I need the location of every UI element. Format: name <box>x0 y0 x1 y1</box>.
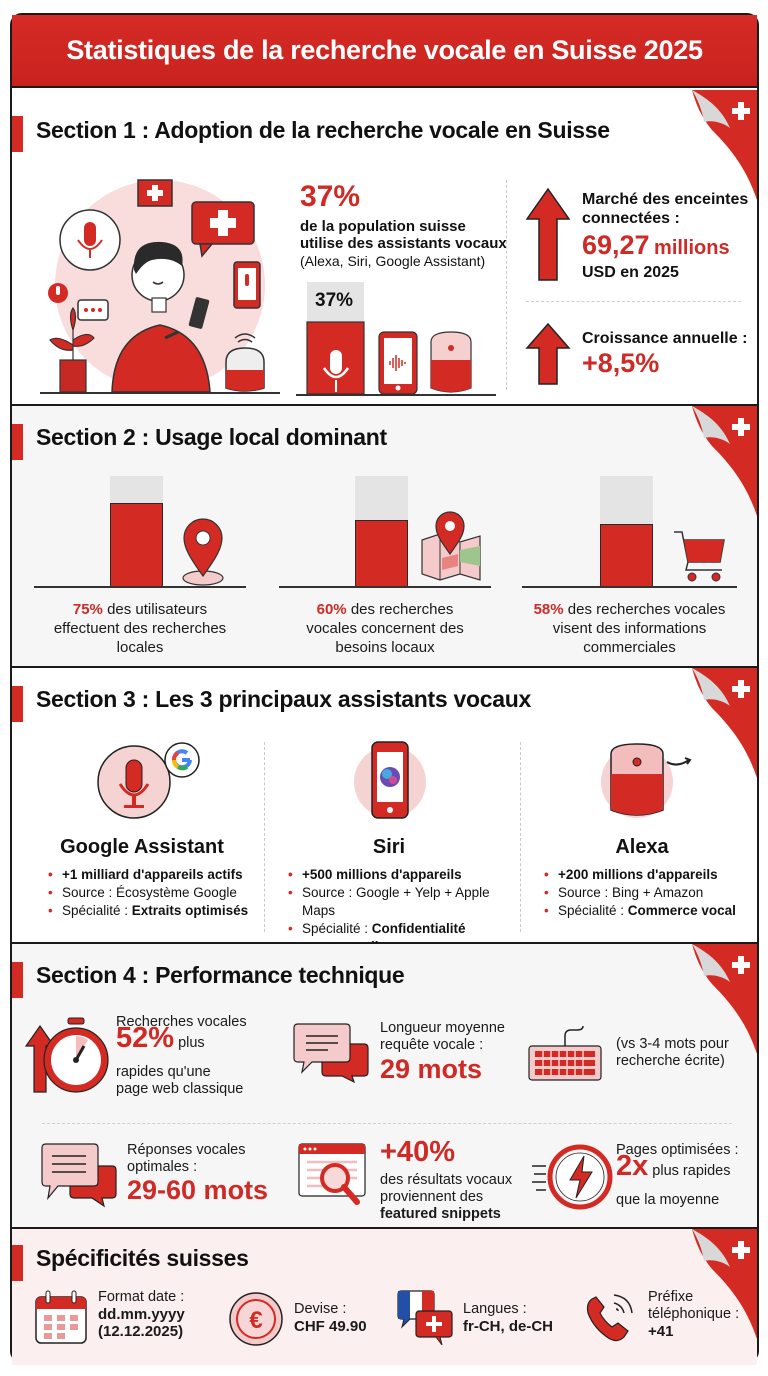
language-flags-icon <box>396 1289 454 1345</box>
phone-prefix: +41 <box>648 1323 674 1340</box>
snippets-line2: proviennent des <box>380 1189 484 1205</box>
growth-label: Croissance annuelle : <box>582 330 748 347</box>
map-icon <box>420 510 482 582</box>
baseline <box>34 586 246 588</box>
stat-text: des recherches vocales <box>567 601 726 618</box>
stat-text: besoins locaux <box>335 639 435 656</box>
calendar-icon <box>34 1289 88 1345</box>
growth-value: +8,5% <box>582 348 660 378</box>
swiss-corner-fold-icon <box>682 406 757 516</box>
stopwatch-arrow-icon <box>26 1014 110 1094</box>
stat-text: des recherches <box>350 601 454 618</box>
pages-value: 2x <box>616 1150 649 1182</box>
section-title: Section 2 : Usage local dominant <box>36 424 387 450</box>
fast-lightning-clock-icon <box>532 1144 612 1210</box>
section-marker <box>12 962 23 998</box>
optimal-value: 29-60 mots <box>127 1175 269 1205</box>
shopping-cart-icon <box>672 528 728 583</box>
stat-value: 58% <box>533 601 564 618</box>
languages-label: Langues : <box>463 1301 527 1317</box>
swiss-corner-fold-icon <box>682 90 757 200</box>
market-label1: Marché des enceintes <box>582 191 749 208</box>
location-pin-icon <box>180 518 226 586</box>
section-title: Section 1 : Adoption de la recherche vocale en Suisse <box>36 117 610 143</box>
assistant-name: Alexa <box>615 836 669 858</box>
assistant-name: Siri <box>372 836 406 858</box>
market-sub: USD en 2025 <box>582 264 679 281</box>
stat-text: effectuent des recherches <box>53 620 227 637</box>
currency-coin-icon <box>228 1291 284 1347</box>
pages-value-line <box>616 1150 731 1182</box>
speed-value-line <box>116 1022 205 1054</box>
stat-value: 60% <box>316 601 347 618</box>
market-value <box>582 230 730 261</box>
stat-text: visent des informations <box>552 620 707 637</box>
detail-specialty <box>48 902 263 920</box>
market-label2: connectées : <box>582 210 680 227</box>
devices-illustration <box>296 320 496 396</box>
snippets-value: +40% <box>380 1136 455 1168</box>
adoption-line1: de la population suisse <box>300 218 466 235</box>
keyboard-icon <box>527 1024 603 1084</box>
stat-caption <box>279 600 491 657</box>
section-marker <box>12 116 23 152</box>
stat-caption <box>34 600 246 657</box>
date-label: Format date : <box>98 1289 185 1305</box>
speed-suffix: plus <box>178 1035 205 1051</box>
divider <box>526 301 741 302</box>
section-swiss-specifics <box>12 1229 757 1365</box>
snippets-line1: des résultats vocaux <box>380 1172 513 1188</box>
arrow-up-icon <box>525 187 571 282</box>
divider <box>264 742 265 932</box>
section-local-usage <box>12 406 757 668</box>
phone-label2: téléphonique : <box>648 1306 740 1322</box>
bar-58 <box>600 524 653 587</box>
languages-value: fr-CH, de-CH <box>463 1318 553 1335</box>
speed-value: 52% <box>116 1022 175 1054</box>
pages-suffix: plus rapides <box>652 1163 731 1179</box>
assistant-name: Google Assistant <box>60 836 224 858</box>
siri-phone-icon <box>350 740 430 820</box>
specialty-value: Confidentialité <box>371 921 466 936</box>
adoption-line3: (Alexa, Siri, Google Assistant) <box>300 253 486 269</box>
alexa-speaker-icon <box>597 740 697 820</box>
stat-text: vocales concernent des <box>306 620 464 637</box>
detail-source: • Source : Google + Yelp + Apple Maps <box>288 884 523 920</box>
detail-devices: • +1 milliard d'appareils actifs <box>48 866 263 884</box>
speed-label: Recherches vocales <box>116 1014 247 1030</box>
section-title: Spécificités suisses <box>36 1245 249 1271</box>
stat-text: des utilisateurs <box>107 601 208 618</box>
section-assistants <box>12 668 757 944</box>
market-value-number: 69,27 <box>582 230 650 260</box>
assistant-details <box>544 866 754 920</box>
pages-label: Pages optimisées : <box>616 1142 739 1158</box>
length-label1: Longueur moyenne <box>380 1020 505 1036</box>
adoption-bar-label: 37% <box>315 290 354 311</box>
baseline <box>279 586 491 588</box>
section-marker <box>12 424 23 460</box>
length-label2: requête vocale : <box>380 1037 484 1053</box>
page-title: Statistiques de la recherche vocale en Suisse 2025 <box>66 35 703 65</box>
search-results-icon <box>297 1142 373 1208</box>
svg-text:€: € <box>249 1307 263 1334</box>
date-example: (12.12.2025) <box>98 1323 184 1340</box>
section-title: Section 4 : Performance technique <box>36 962 405 988</box>
section-marker <box>12 686 23 722</box>
detail-devices: • +500 millions d'appareils <box>288 866 523 884</box>
arrow-up-icon <box>525 322 571 386</box>
currency-label: Devise : <box>294 1301 347 1317</box>
assistant-details <box>288 866 523 956</box>
written-line1: (vs 3-4 mots pour <box>616 1036 729 1052</box>
specialty-label: Spécialité : <box>62 903 132 918</box>
detail-specialty <box>544 902 754 920</box>
assistant-details <box>48 866 263 920</box>
snippets-line3: featured snippets <box>380 1206 501 1222</box>
detail-devices: • +200 millions d'appareils <box>544 866 754 884</box>
chat-bubbles-icon <box>294 1022 370 1082</box>
market-value-unit: millions <box>654 237 730 259</box>
date-format: dd.mm.yyyy <box>98 1306 185 1323</box>
speed-line2: rapides qu'une <box>116 1064 211 1080</box>
detail-source: • Source : Bing + Amazon <box>544 884 754 902</box>
optimal-label1: Réponses vocales <box>127 1142 246 1158</box>
detail-source: • Source : Écosystème Google <box>48 884 263 902</box>
optimal-label2: optimales : <box>127 1159 198 1175</box>
divider <box>506 180 507 390</box>
title-bar <box>12 15 757 88</box>
section-marker <box>12 1245 23 1281</box>
stat-caption <box>517 600 742 657</box>
specialty-label: Spécialité : <box>302 921 372 936</box>
stat-text: locales <box>116 639 164 656</box>
written-line2: recherche écrite) <box>616 1053 725 1069</box>
phone-label: Préfixe <box>648 1289 694 1305</box>
adoption-percentage: 37% <box>300 180 361 213</box>
infographic-frame <box>10 13 759 1363</box>
phone-icon <box>582 1289 638 1345</box>
adoption-line2: utilise des assistants vocaux <box>300 235 507 252</box>
specialty-label: Spécialité : <box>558 903 628 918</box>
stat-value: 75% <box>72 601 103 618</box>
pages-line2: que la moyenne <box>616 1192 720 1208</box>
google-assistant-icon <box>94 740 204 820</box>
speed-line3: page web classique <box>116 1081 244 1097</box>
section-title: Section 3 : Les 3 principaux assistants vocaux <box>36 686 531 712</box>
currency-value: CHF 49.90 <box>294 1318 367 1335</box>
baseline <box>522 586 737 588</box>
specialty-value: Extraits optimisés <box>131 903 249 918</box>
specialty-value: Commerce vocal <box>627 903 736 918</box>
bar-60 <box>355 520 408 587</box>
divider <box>42 1123 732 1124</box>
stat-text: commerciales <box>583 639 676 656</box>
chat-bubbles-icon <box>42 1142 118 1206</box>
person-voice-illustration <box>40 170 280 395</box>
section-adoption <box>12 90 757 406</box>
section-performance <box>12 944 757 1229</box>
length-value: 29 mots <box>380 1054 483 1084</box>
bar-75 <box>110 503 163 587</box>
